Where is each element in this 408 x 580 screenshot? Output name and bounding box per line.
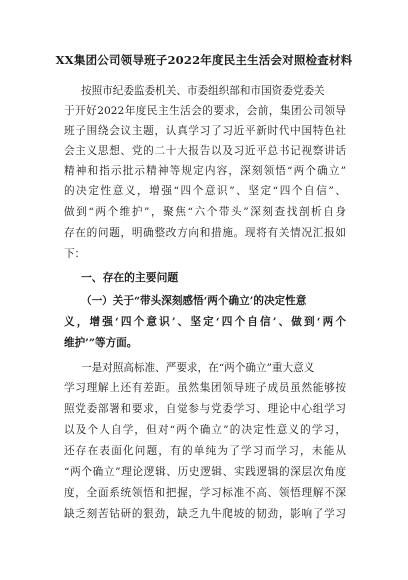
intro-line: 做到“两个维护”，聚焦“六个带头”深刻查找剖析自身 xyxy=(64,206,346,218)
intro-line: 会主义思想、党的二十大报告以及习近平总书记视察讲话 xyxy=(64,145,346,157)
intro-line: 精神和指示批示精神等规定内容，深刻领悟“两个确立” xyxy=(64,165,346,177)
body-line: 还存在表面化问题，有的单纯为了学习而学习，未能从 xyxy=(64,445,346,457)
body-line: 缺乏刻苦钻研的狠劲，缺乏九牛爬坡的韧劲，影响了学习 xyxy=(64,508,346,520)
subsection-heading-line: 义，增强‘四个意识’、坚定‘四个自信’、做到‘两个 xyxy=(64,316,346,328)
body-line: 照党委部署和要求，自觉参与党委学习、理论中心组学习 xyxy=(64,403,346,415)
intro-line: 存在的问题，明确整改方向和措施。现将有关情况汇报如 xyxy=(64,227,346,239)
intro-line: 下： xyxy=(64,248,86,260)
intro-line: 班子围绕会议主题，认真学习了习近平新时代中国特色社 xyxy=(64,125,346,137)
section-heading: 一、存在的主要问题 xyxy=(81,271,179,284)
intro-line: 于开好2022年度民主生活会的要求，会前，集团公司领导 xyxy=(64,105,346,117)
intro-line: 按照市纪委监委机关、市委组织部和市国资委党委关 xyxy=(81,85,325,97)
document-title: XX集团公司领导班子2022年度民主生活会对照检查材料 xyxy=(55,53,353,67)
body-line: “两个确立”理论逻辑、历史逻辑、实践逻辑的深层次角度 xyxy=(64,466,346,478)
subsection-heading-line: 维护’”等方面。 xyxy=(64,337,138,349)
body-line: 一是对照高标准、严要求，在“两个确立”重大意义 xyxy=(81,362,315,374)
subsection-heading-line: （一）关于“带头深刻感悟‘两个确立’的决定性意 xyxy=(81,295,307,307)
intro-line: 的决定性意义，增强“四个意识”、坚定“四个自信”、 xyxy=(64,185,346,197)
body-line: 学习理解上还有差距。虽然集团领导班子成员虽然能够按 xyxy=(64,382,346,394)
body-line: 度，全面系统领悟和把握，学习标准不高、领悟理解不深 xyxy=(64,487,346,499)
body-line: 以及个人自学，但对“两个确立”的决定性意义的学习， xyxy=(64,424,346,436)
